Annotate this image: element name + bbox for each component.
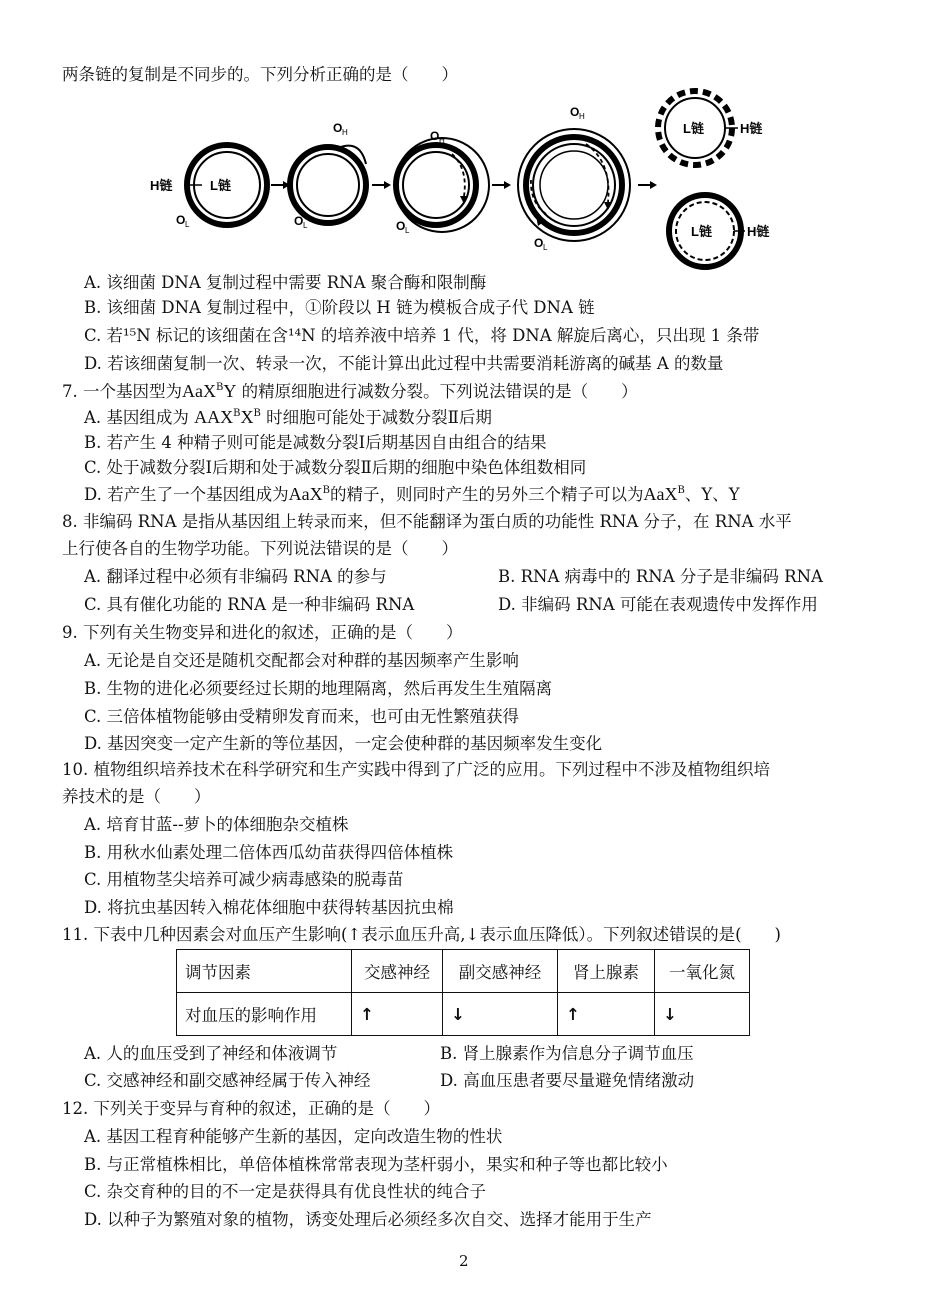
q10-option-d: D. 将抗虫基因转入棉花体细胞中获得转基因抗虫棉 — [84, 898, 454, 917]
o-l-sub-3: L — [405, 226, 410, 235]
q11-option-a: A. 人的血压受到了神经和体液调节 — [84, 1044, 338, 1063]
o-l-sub-2: L — [303, 221, 308, 230]
q7-option-c: C. 处于减数分裂Ⅰ后期和处于减数分裂Ⅱ后期的细胞中染色体组数相同 — [84, 458, 587, 477]
q7-option-a — [84, 406, 492, 432]
q7-option-d — [84, 483, 740, 509]
page-number: 2 — [459, 1252, 469, 1270]
q7-d-gene: AaX — [288, 484, 323, 504]
up-arrow-icon: ↑ — [352, 993, 443, 1036]
q7-a-post: 时细胞可能处于减数分裂Ⅱ后期 — [260, 408, 492, 427]
q7-a-gene1: AAX — [194, 407, 234, 427]
q11-option-c: C. 交感神经和副交感神经属于传入神经 — [84, 1071, 371, 1090]
o-h-label-4: O — [570, 105, 580, 119]
q7-d-sup2: B — [677, 485, 685, 496]
q9-option-a: A. 无论是自交还是随机交配都会对种群的基因频率产生影响 — [84, 651, 519, 670]
q6-option-a: A. 该细菌 DNA 复制过程中需要 RNA 聚合酶和限制酶 — [84, 273, 487, 292]
q11-option-b: B. 肾上腺素作为信息分子调节血压 — [440, 1044, 694, 1063]
q12-option-c: C. 杂交育种的目的不一定是获得具有优良性状的纯合子 — [84, 1182, 487, 1201]
down-arrow-icon: ↓ — [655, 993, 750, 1036]
circle-stage-4 — [518, 105, 630, 252]
table-header-cell: 调节因素 — [177, 950, 352, 993]
l-chain-label: L链 — [210, 178, 231, 193]
q7-stem-post: 的精原细胞进行减数分裂。下列说法错误的是（ ） — [236, 382, 638, 401]
o-h-label-2: O — [333, 121, 343, 135]
l-chain-top: L链 — [683, 121, 704, 136]
table-cell: 对血压的影响作用 — [177, 993, 352, 1036]
table-header-row — [177, 950, 750, 993]
q7-stem — [62, 380, 638, 406]
q7-gene: AaX — [182, 381, 216, 401]
o-l-label-2: O — [294, 214, 304, 228]
q12-stem: 12. 下列关于变异与育种的叙述，正确的是（ ） — [62, 1099, 440, 1118]
q7-gene-y: Y — [223, 381, 237, 401]
l-chain-bottom: L链 — [691, 224, 712, 239]
q7-option-b: B. 若产生 4 种精子则可能是减数分裂Ⅰ后期基因自由组合的结果 — [84, 433, 547, 452]
o-l-label: O — [176, 213, 186, 227]
q8-option-c: C. 具有催化功能的 RNA 是一种非编码 RNA — [84, 595, 415, 614]
daughter-circle-top — [658, 91, 762, 165]
q7-gene-sup: B — [216, 382, 224, 393]
o-l-sub: L — [185, 220, 190, 229]
q11-stem: 11. 下表中几种因素会对血压产生影响(↑表示血压升高,↓表示血压降低）。下列叙述错误的是( ) — [62, 925, 781, 944]
q12-option-a: A. 基因工程育种能够产生新的基因，定向改造生物的性状 — [84, 1127, 503, 1146]
q10-option-b: B. 用秋水仙素处理二倍体西瓜幼苗获得四倍体植株 — [84, 843, 454, 862]
q10-stem-line1: 10. 植物组织培养技术在科学研究和生产实践中得到了广泛的应用。下列过程中不涉及植物组织培 — [62, 760, 770, 779]
up-arrow-icon: ↑ — [558, 993, 655, 1036]
table-header-cell: 肾上腺素 — [558, 950, 655, 993]
q7-a-sup1: B — [233, 408, 241, 419]
o-l-sub-4: L — [543, 243, 548, 252]
blood-pressure-table — [176, 949, 750, 1036]
h-chain-bottom: H链 — [747, 224, 770, 239]
q10-option-a: A. 培育甘蓝--萝卜的体细胞杂交植株 — [84, 815, 349, 834]
q10-option-c: C. 用植物茎尖培养可减少病毒感染的脱毒苗 — [84, 870, 404, 889]
q6-option-b: B. 该细菌 DNA 复制过程中，①阶段以 H 链为模板合成子代 DNA 链 — [84, 298, 595, 317]
circle-stage-2 — [290, 121, 366, 230]
q7-stem-pre: 7. 一个基因型为 — [62, 382, 182, 401]
q6-option-d: D. 若该细菌复制一次、转录一次，不能计算出此过程中共需要消耗游离的碱基 A 的数量 — [84, 354, 724, 373]
q8-option-d: D. 非编码 RNA 可能在表观遗传中发挥作用 — [498, 595, 818, 614]
o-h-sub-4: H — [579, 112, 585, 121]
q9-option-d: D. 基因突变一定产生新的等位基因，一定会使种群的基因频率发生变化 — [84, 734, 603, 753]
q7-d-gene2: AaX — [643, 484, 678, 504]
q8-stem-line2: 上行使各自的生物学功能。下列说法错误的是（ ） — [62, 539, 458, 558]
q7-d-pre: D. 若产生了一个基因组成为 — [84, 485, 289, 504]
q12-option-b: B. 与正常植株相比，单倍体植株常常表现为茎杆弱小，果实和种子等也都比较小 — [84, 1155, 668, 1174]
q12-option-d: D. 以种子为繁殖对象的植物，诱变处理后必须经多次自交、选择才能用于生产 — [84, 1210, 652, 1229]
daughter-circle-bottom — [669, 195, 769, 267]
q9-stem: 9. 下列有关生物变异和进化的叙述，正确的是（ ） — [62, 623, 463, 642]
h-chain-top: H链 — [740, 121, 763, 136]
q7-d-mid: 的精子，则同时产生的另外三个精子可以为 — [330, 485, 644, 504]
table-header-cell: 一氧化氮 — [655, 950, 750, 993]
q7-d-sup: B — [322, 485, 330, 496]
circle-stage-1 — [150, 145, 267, 229]
dna-replication-diagram — [0, 84, 950, 274]
o-h-label-3: O — [430, 129, 440, 143]
q7-a-sup2: B — [253, 408, 261, 419]
o-l-label-3: O — [396, 219, 406, 233]
q8-option-b: B. RNA 病毒中的 RNA 分子是非编码 RNA — [498, 567, 823, 586]
table-row — [177, 993, 750, 1036]
table-header-cell: 交感神经 — [352, 950, 443, 993]
table-header-cell: 副交感神经 — [443, 950, 558, 993]
o-h-sub-3: H — [439, 136, 445, 145]
q8-stem-line1: 8. 非编码 RNA 是指从基因组上转录而来，但不能翻译为蛋白质的功能性 RNA 分子，在 RNA 水平 — [62, 512, 792, 531]
arrow-4 — [638, 181, 657, 189]
arrow-2 — [372, 181, 391, 189]
q7-a-pre: A. 基因组成为 — [84, 408, 195, 427]
q9-option-b: B. 生物的进化必须要经过长期的地理隔离，然后再发生生殖隔离 — [84, 679, 553, 698]
q7-d-post: 、Y、Y — [684, 485, 740, 504]
o-l-label-4: O — [534, 236, 544, 250]
q9-option-c: C. 三倍体植物能够由受精卵发育而来，也可由无性繁殖获得 — [84, 707, 520, 726]
q10-stem-line2: 养技术的是（ ） — [62, 787, 211, 806]
q6-stem: 两条链的复制是不同步的。下列分析正确的是（ ） — [62, 65, 458, 84]
o-h-sub-2: H — [342, 128, 348, 137]
down-arrow-icon: ↓ — [443, 993, 558, 1036]
h-chain-label: H链 — [150, 178, 173, 193]
circle-stage-3 — [395, 129, 489, 235]
q11-option-d: D. 高血压患者要尽量避免情绪激动 — [440, 1071, 695, 1090]
q6-option-c: C. 若¹⁵N 标记的该细菌在含¹⁴N 的培养液中培养 1 代，将 DNA 解旋后离心，只出现 1 条带 — [84, 326, 760, 345]
q7-a-gene2: X — [240, 407, 254, 427]
arrow-3 — [492, 181, 511, 189]
q8-option-a: A. 翻译过程中必须有非编码 RNA 的参与 — [84, 567, 387, 586]
